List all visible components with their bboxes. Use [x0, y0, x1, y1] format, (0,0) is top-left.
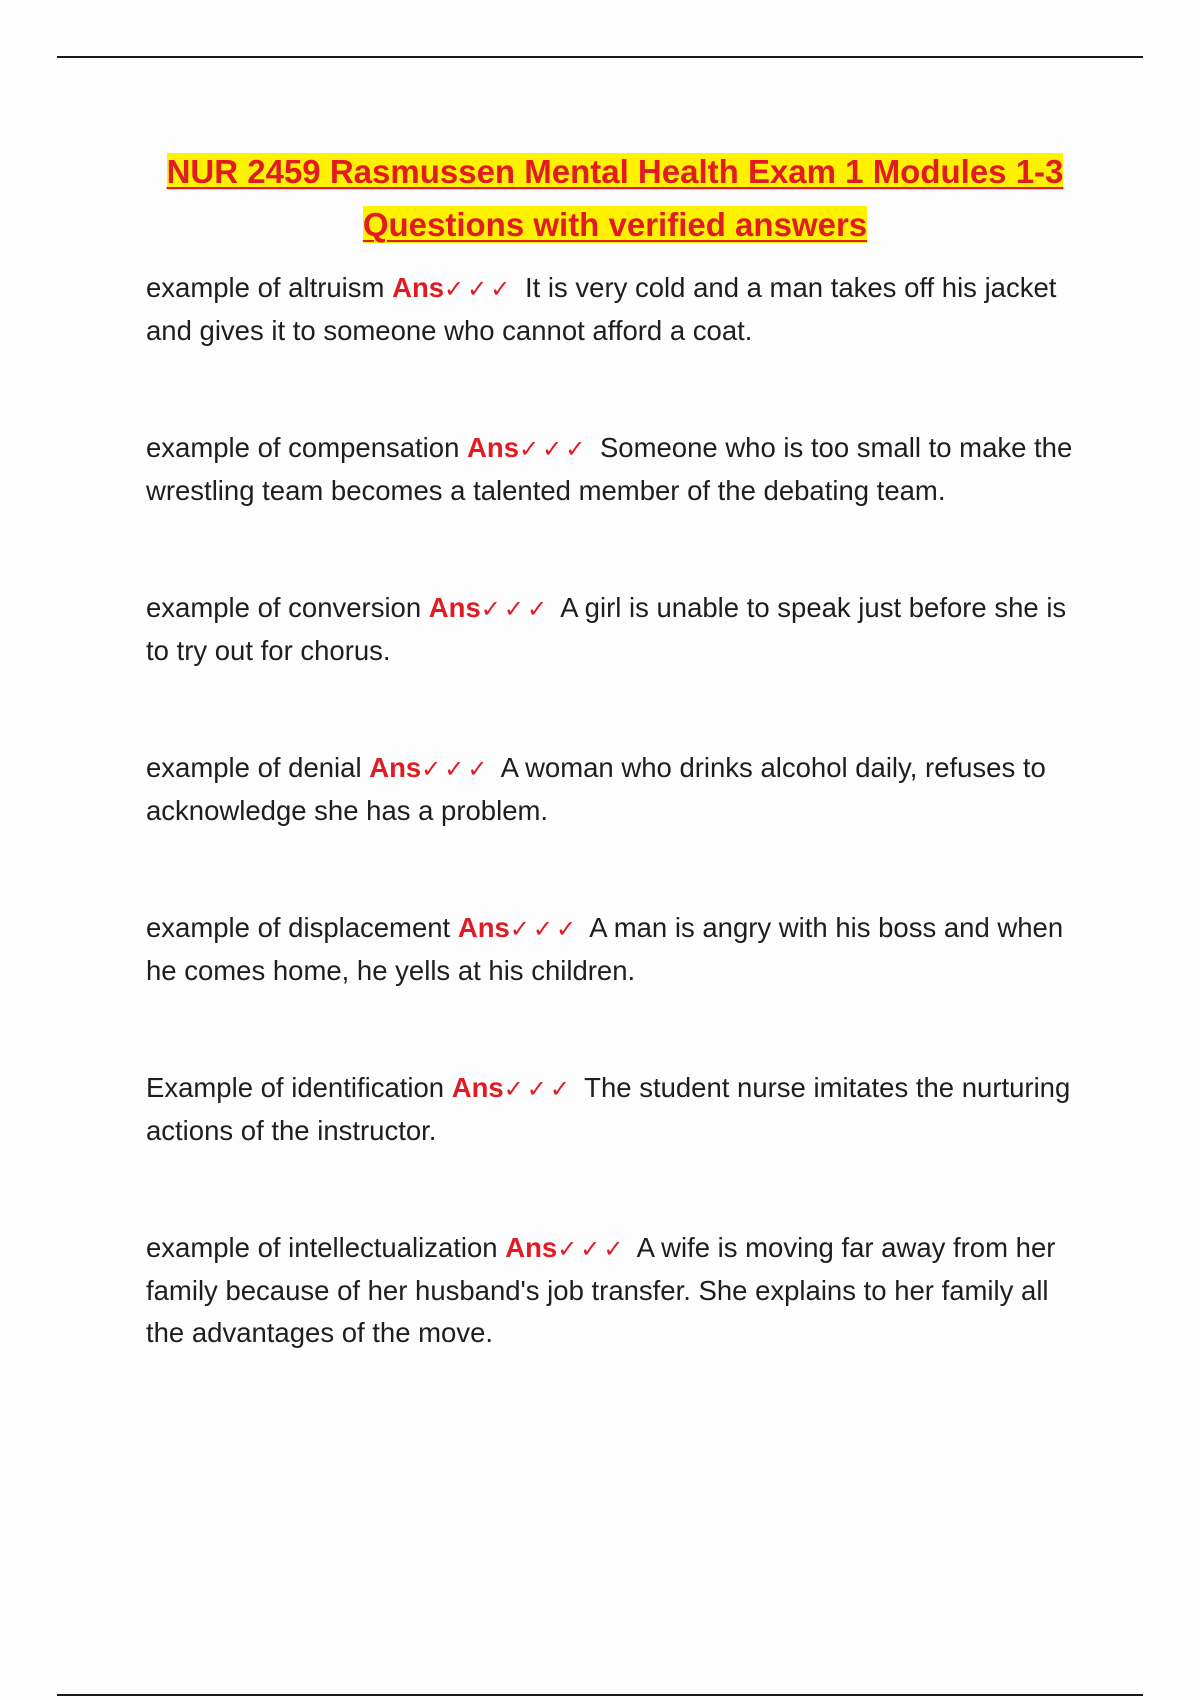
qa-term: Example of identification: [146, 1072, 445, 1103]
check-marks-icon: ✓✓✓: [503, 1075, 574, 1103]
qa-item: [146, 907, 1092, 992]
check-marks-icon: ✓✓✓: [518, 435, 589, 463]
qa-term: example of denial: [146, 752, 362, 783]
check-marks-icon: ✓✓✓: [557, 1235, 627, 1263]
qa-item: [146, 1067, 1092, 1152]
qa-term: example of conversion: [146, 592, 422, 623]
qa-answer: The student nurse imitates the nurturing actions of the instructor.: [146, 1072, 1071, 1146]
qa-item: [146, 1227, 1092, 1354]
qa-answer: A girl is unable to speak just before she is to try out for chorus.: [146, 592, 1067, 666]
qa-answer: It is very cold and a man takes off his jacket and gives it to someone who cannot afford a coat.: [146, 272, 1057, 346]
answer-label: Ans: [457, 912, 510, 943]
qa-term: example of displacement: [146, 912, 451, 943]
top-divider: [57, 56, 1143, 58]
qa-item: [146, 267, 1092, 352]
check-marks-icon: ✓✓✓: [480, 595, 551, 623]
check-marks-icon: ✓✓✓: [444, 275, 514, 303]
qa-term: example of altruism: [146, 272, 385, 303]
answer-label: Ans: [451, 1072, 504, 1103]
answer-label: Ans: [505, 1232, 558, 1263]
check-marks-icon: ✓✓✓: [421, 755, 491, 783]
check-marks-icon: ✓✓✓: [509, 915, 580, 943]
document-title-text: NUR 2459 Rasmussen Mental Health Exam 1 Modules 1-3 Questions with verified answers: [166, 153, 1064, 243]
qa-answer: Someone who is too small to make the wrestling team becomes a talented member of the debating team.: [146, 432, 1073, 506]
answer-label: Ans: [467, 432, 519, 463]
document-title: [140, 145, 1090, 251]
answer-label: Ans: [369, 752, 422, 783]
qa-answer: A man is angry with his boss and when he comes home, he yells at his children.: [146, 912, 1064, 986]
qa-answer: A woman who drinks alcohol daily, refuses to acknowledge she has a problem.: [146, 752, 1046, 826]
answer-label: Ans: [392, 272, 445, 303]
bottom-divider: [57, 1694, 1143, 1696]
qa-term: example of compensation: [146, 432, 460, 463]
answer-label: Ans: [428, 592, 481, 623]
qa-item: [146, 587, 1092, 672]
qa-item: [146, 427, 1092, 512]
qa-list: [146, 267, 1092, 1429]
qa-item: [146, 747, 1092, 832]
qa-answer: A wife is moving far away from her family because of her husband's job transfer. She explains to her family all the advantages of the move.: [146, 1232, 1056, 1348]
qa-term: example of intellectualization: [146, 1232, 498, 1263]
